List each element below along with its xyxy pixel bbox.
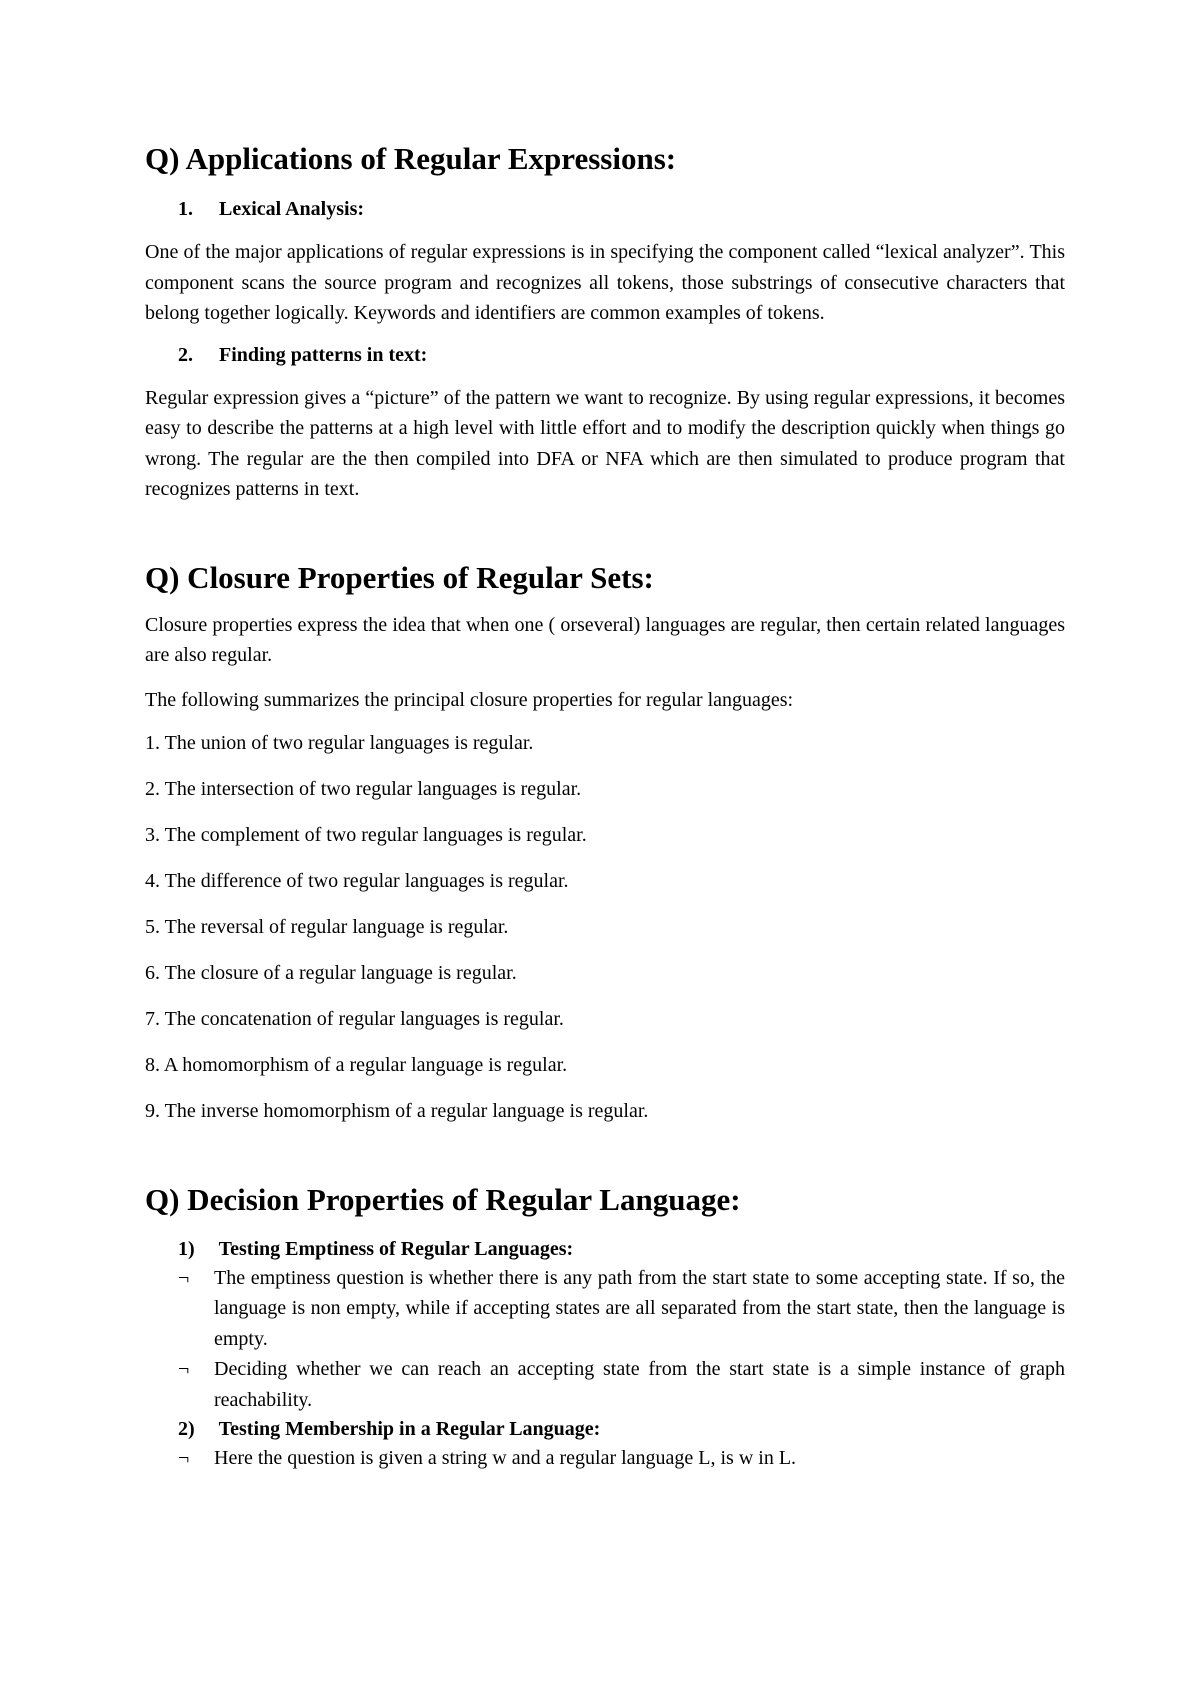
list-item: 5. The reversal of regular language is regular.	[145, 916, 509, 939]
list-item: 8. A homomorphism of a regular language is regular.	[145, 1054, 568, 1077]
subheading-lexical-analysis	[145, 195, 1065, 223]
subheading-number: 1.	[178, 198, 193, 221]
closure-properties-list	[145, 729, 1065, 1125]
list-item: 3. The complement of two regular languages is regular.	[145, 824, 587, 847]
heading-applications: Q) Applications of Regular Expressions:	[145, 141, 677, 176]
bullet-item	[145, 1443, 1065, 1474]
heading-decision: Q) Decision Properties of Regular Language:	[145, 1182, 741, 1218]
bullet-text: The emptiness question is whether there is any path from the start state to some accepting state. If so, the language is non empty, while if accepting states are all separated from the start state, then the language is empty.	[214, 1266, 1065, 1350]
subheading-title: Testing Membership in a Regular Language:	[218, 1418, 601, 1441]
document-page	[145, 140, 1065, 1474]
paragraph-closure-summary: The following summarizes the principal closure properties for regular languages:	[145, 688, 794, 711]
bullet-mark: ¬	[178, 1447, 190, 1470]
paragraph-finding-patterns: Regular expression gives a “picture” of the pattern we want to recognize. By using regular expressions, it becomes easy to describe the patterns at a high level with little effort and to modify the description quickly when things go wrong. The regular are the then compiled into DFA or NFA which are then simulated to produce program that recognizes patterns in text.	[145, 386, 1065, 501]
subheading-finding-patterns	[145, 341, 1065, 369]
bullet-text: Here the question is given a string w and a regular language L, is w in L.	[214, 1447, 797, 1470]
subheading-number: 2)	[178, 1418, 195, 1441]
bullet-mark: ¬	[178, 1358, 190, 1381]
heading-closure: Q) Closure Properties of Regular Sets:	[145, 559, 654, 595]
list-item: 9. The inverse homomorphism of a regular language is regular.	[145, 1100, 649, 1123]
list-item: 1. The union of two regular languages is regular.	[145, 732, 534, 755]
subheading-number: 1)	[178, 1237, 195, 1260]
list-item: 2. The intersection of two regular languages is regular.	[145, 778, 582, 801]
subheading-title: Finding patterns in text:	[219, 343, 428, 366]
list-item: 6. The closure of a regular language is regular.	[145, 962, 517, 985]
subheading-testing-membership	[145, 1415, 1065, 1443]
list-item: 7. The concatenation of regular languages is regular.	[145, 1008, 564, 1031]
subheading-title: Lexical Analysis:	[219, 198, 365, 221]
paragraph-closure-intro: Closure properties express the idea that when one ( orseveral) languages are regular, then certain related languages are also regular.	[145, 613, 1065, 667]
subheading-number: 2.	[178, 343, 193, 366]
list-item: 4. The difference of two regular languages is regular.	[145, 870, 569, 893]
bullet-item	[145, 1354, 1065, 1415]
subheading-testing-emptiness	[145, 1235, 1065, 1263]
subheading-title: Testing Emptiness of Regular Languages:	[218, 1237, 574, 1260]
bullet-text: Deciding whether we can reach an accepting state from the start state is a simple instance of graph reachability.	[214, 1358, 1065, 1411]
bullet-mark: ¬	[178, 1266, 190, 1289]
paragraph-lexical-analysis: One of the major applications of regular expressions is in specifying the component called “lexical analyzer”. This component scans the source program and recognizes all tokens, those substrings of consecutive characters that belong together logically. Keywords and identifiers are common examples of tokens.	[145, 241, 1065, 325]
bullet-item	[145, 1263, 1065, 1355]
